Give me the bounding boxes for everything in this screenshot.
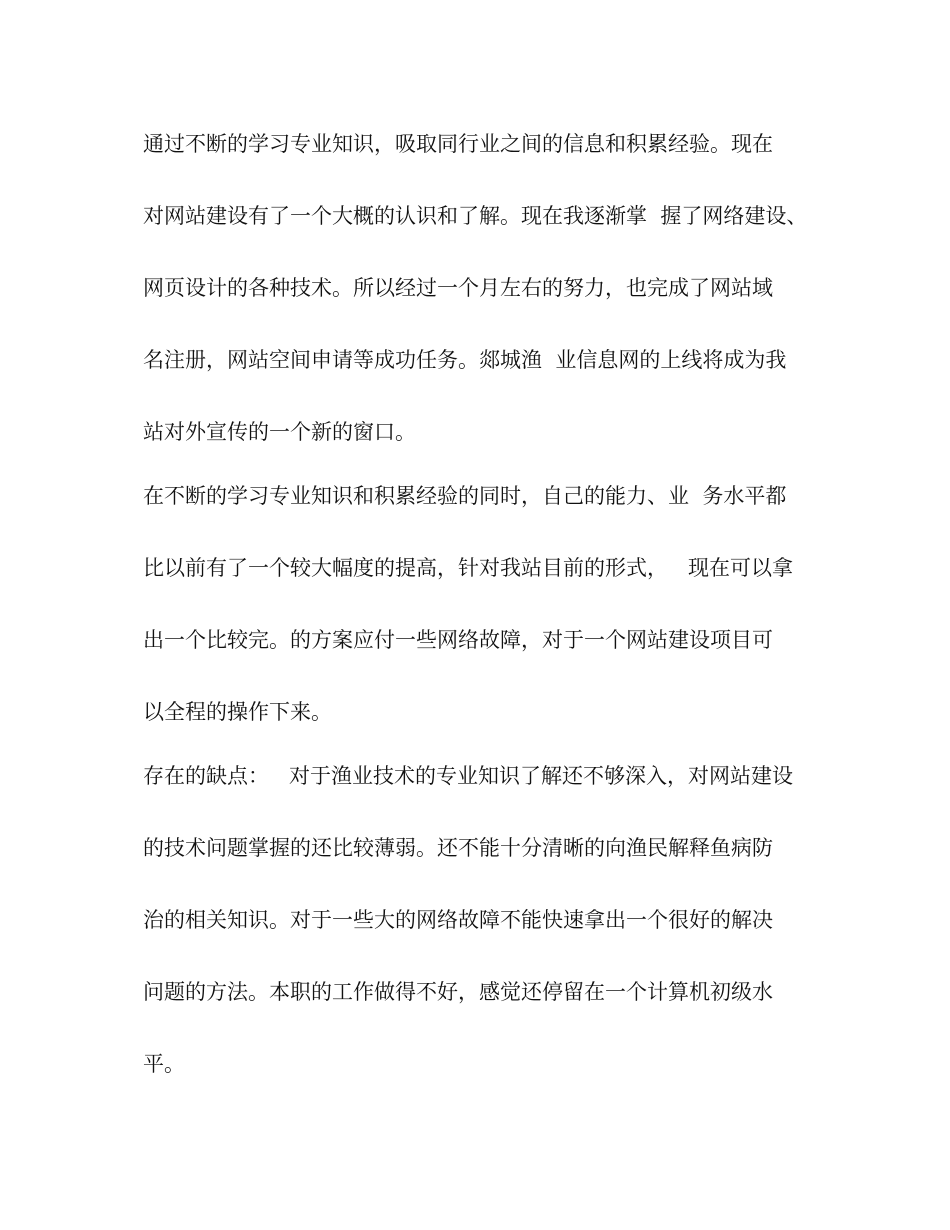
text-line-10: 存在的缺点： 对于渔业技术的专业知识了解还不够深入，对网站建设 xyxy=(143,764,794,788)
text-line-11: 的技术问题掌握的还比较薄弱。还不能十分清晰的向渔民解释鱼病防 xyxy=(143,836,773,860)
text-line-2: 对网站建设有了一个大概的认识和了解。现在我逐渐掌 握了网络建设、 xyxy=(143,204,808,228)
text-line-3: 网页设计的各种技术。所以经过一个月左右的努力，也完成了网站域 xyxy=(143,276,773,300)
text-line-13: 问题的方法。本职的工作做得不好，感觉还停留在一个计算机初级水 xyxy=(143,980,773,1004)
text-line-1: 通过不断的学习专业知识，吸取同行业之间的信息和积累经验。现在 xyxy=(143,132,773,156)
text-line-14: 平。 xyxy=(143,1052,185,1076)
text-line-4: 名注册，网站空间申请等成功任务。郯城渔 业信息网的上线将成为我 xyxy=(143,348,787,372)
text-line-9: 以全程的操作下来。 xyxy=(143,700,332,724)
text-line-5: 站对外宣传的一个新的窗口。 xyxy=(143,420,416,444)
text-line-8: 出一个比较完。的方案应付一些网络故障，对于一个网站建设项目可 xyxy=(143,628,773,652)
text-line-7: 比以前有了一个较大幅度的提高，针对我站目前的形式， 现在可以拿 xyxy=(143,556,794,580)
text-line-12: 治的相关知识。对于一些大的网络故障不能快速拿出一个很好的解决 xyxy=(143,908,773,932)
text-line-6: 在不断的学习专业知识和积累经验的同时，自己的能力、业 务水平都 xyxy=(143,484,787,508)
